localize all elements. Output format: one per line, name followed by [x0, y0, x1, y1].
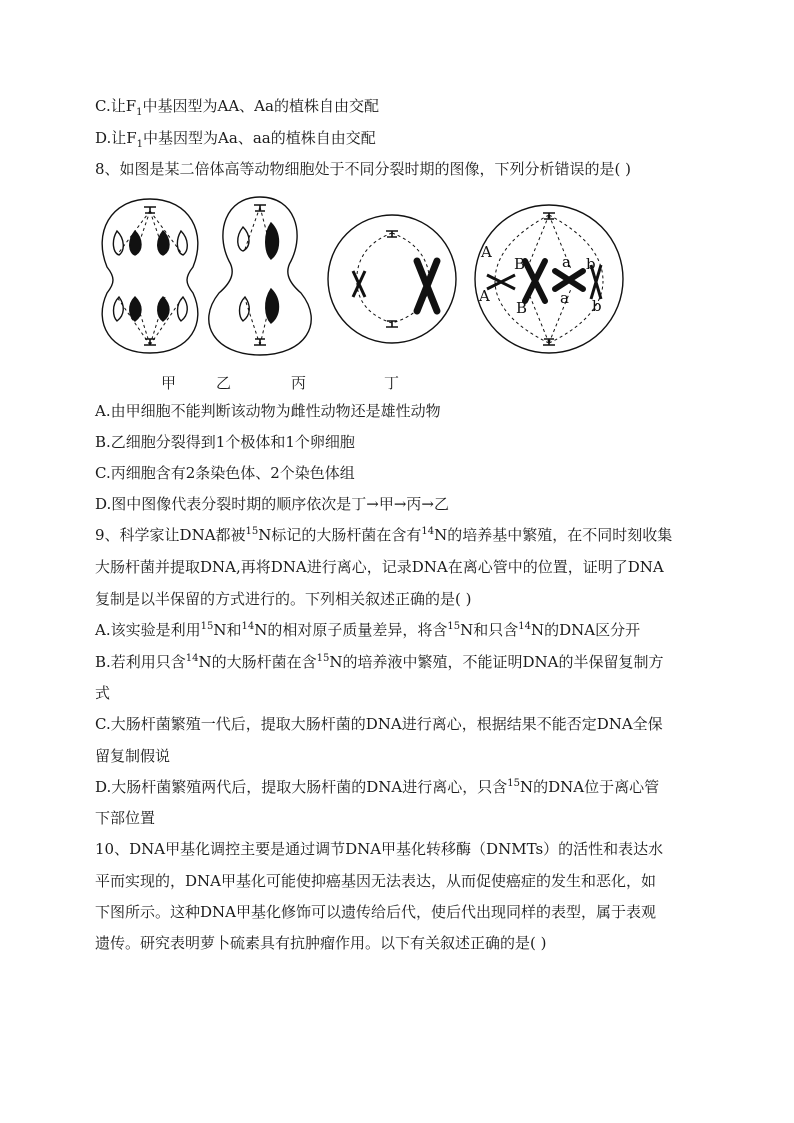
q9-option-b-2: 式	[95, 684, 111, 702]
q8-option-a: A.由甲细胞不能判断该动物为雌性动物还是雄性动物	[95, 402, 441, 420]
q9-option-d-2: 下部位置	[95, 809, 156, 827]
option-d-prev: D.让$F_1$中基因型为Aa、aa的植株自由交配	[95, 129, 376, 150]
q9-stem-1: 9、科学家让DNA都被$^{15}$N标记的大肠杆菌在含有$^{14}$N的培养基中繁殖，在不同时刻收集	[95, 526, 673, 544]
q10-stem-1: 10、DNA甲基化调控主要是通过调节DNA甲基化转移酶（DNMTs）的活性和表达水	[95, 840, 664, 858]
cell-yi	[209, 197, 311, 355]
gene-label-B-bottom: B	[516, 299, 528, 317]
q9-option-c-1: C.大肠杆菌繁殖一代后，提取大肠杆菌的DNA进行离心，根据结果不能否定DNA全保	[95, 715, 663, 733]
q9-option-a: A.该实验是利用$^{15}$N和$^{14}$N的相对原子质量差异，将含$^{15}$N和只含$^{14}$N的DNA区分开	[95, 621, 641, 639]
gene-label-b-top: b	[586, 255, 596, 273]
gene-label-A-top: A	[481, 243, 492, 261]
q10-stem-2: 平而实现的，DNA甲基化可能使抑癌基因无法表达，从而促使癌症的发生和恶化，如	[95, 872, 656, 890]
q9-stem-2: 大肠杆菌并提取DNA,再将DNA进行离心，记录DNA在离心管中的位置，证明了DNA	[95, 558, 664, 576]
q8-option-d: D.图中图像代表分裂时期的顺序依次是丁→甲→丙→乙	[95, 495, 449, 513]
gene-label-B-top: B	[514, 255, 526, 273]
q10-stem-4: 遗传。研究表明萝卜硫素具有抗肿瘤作用。以下有关叙述正确的是( )	[95, 934, 547, 952]
q9-option-d-1: D.大肠杆菌繁殖两代后，提取大肠杆菌的DNA进行离心，只含$^{15}$N的DNA位于离心管	[95, 778, 660, 796]
gene-label-a-bottom: a	[560, 289, 569, 307]
q10-stem-3: 下图所示。这种DNA甲基化修饰可以遗传给后代，使后代出现同样的表型，属于表观	[95, 903, 656, 921]
gene-label-a-top: a	[562, 253, 571, 271]
q9-stem-3: 复制是以半保留的方式进行的。下列相关叙述正确的是( )	[95, 590, 472, 608]
option-c-prev: C.让$F_1$中基因型为AA、Aa的植株自由交配	[95, 97, 379, 118]
caption-jia: 甲	[161, 374, 177, 392]
q9-option-b-1: B.若利用只含$^{14}$N的大肠杆菌在含$^{15}$N的培养液中繁殖，不能证明DNA的半保留复制方	[95, 653, 664, 671]
cell-bing	[328, 215, 456, 343]
q9-option-c-2: 留复制假说	[95, 747, 171, 765]
question-8-stem: 8、如图是某二倍体高等动物细胞处于不同分裂时期的图像，下列分析错误的是( )	[95, 160, 632, 178]
q8-option-c: C.丙细胞含有2条染色体、2个染色体组	[95, 464, 355, 482]
caption-bing: 丙	[291, 374, 307, 392]
gene-label-b-bottom: b	[592, 297, 602, 315]
q8-option-b: B.乙细胞分裂得到1个极体和1个卵细胞	[95, 433, 355, 451]
caption-yi: 乙	[216, 374, 232, 392]
cell-division-figure	[95, 193, 625, 365]
cell-jia	[102, 199, 198, 353]
cell-ding	[475, 205, 623, 353]
caption-ding: 丁	[384, 374, 400, 392]
gene-label-A-bottom: A	[479, 287, 490, 305]
